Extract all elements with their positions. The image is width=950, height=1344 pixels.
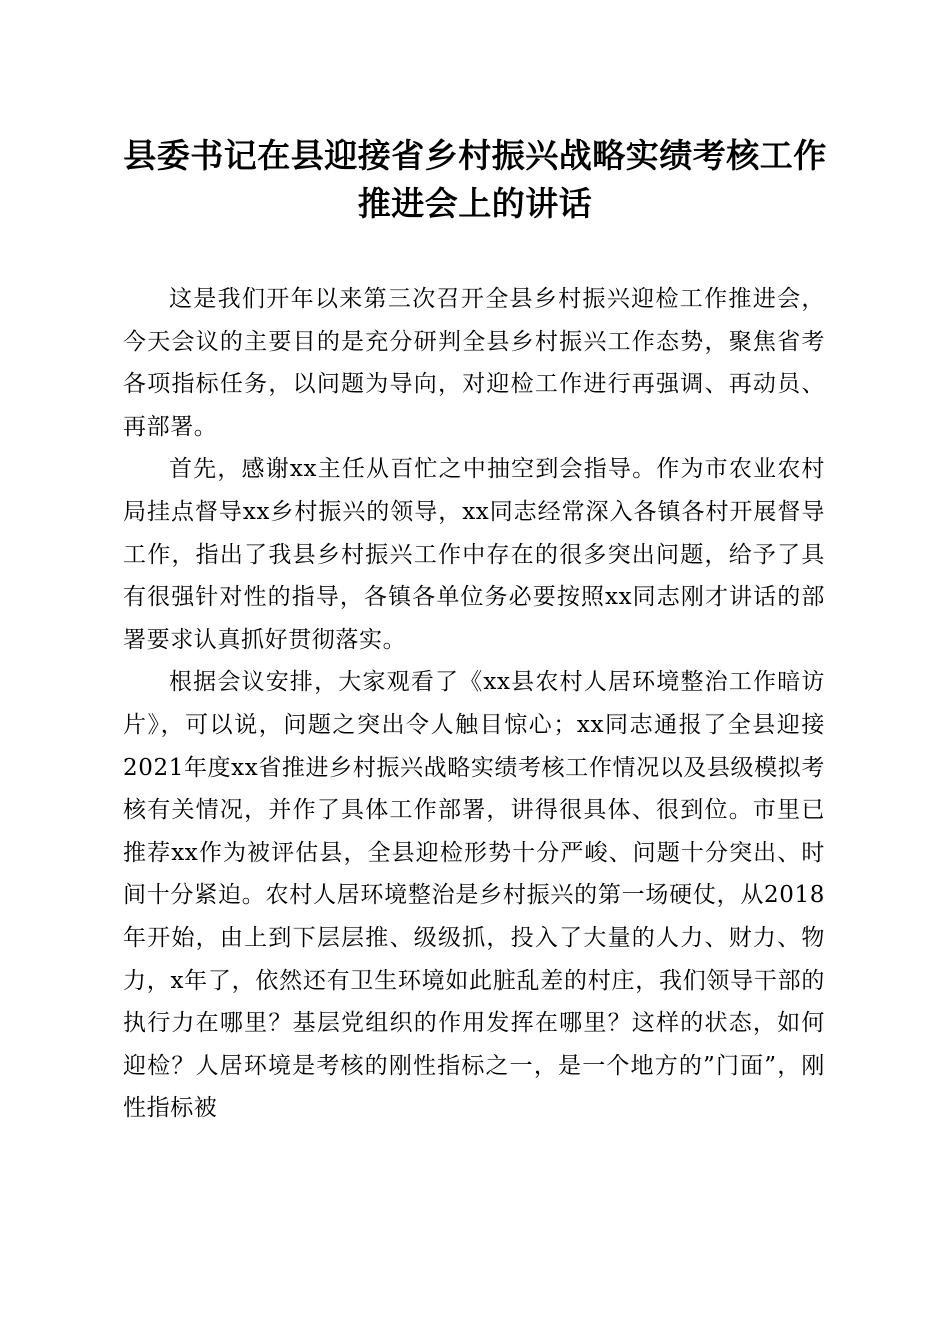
paragraph-3: 根据会议安排，大家观看了《xx县农村人居环境整治工作暗访片》，可以说，问题之突出令人触目惊心；xx同志通报了全县迎接2021年度xx省推进乡村振兴战略实绩考核工作情况以及县级模拟考核有关情况，并作了具体工作部署，讲得很具体、很到位。市里已推荐xx作为被评估县，全县迎检形势十分严峻、问题十分突出、时间十分紧迫。农村人居环境整治是乡村振兴的第一场硬仗，从2018年开始，由上到下层层推、级级抓，投入了大量的人力、财力、物力，x年了，依然还有卫生环境如此脏乱差的村庄，我们领导干部的执行力在哪里？基层党组织的作用发挥在哪里？这样的状态，如何迎检？人居环境是考核的刚性指标之一，是一个地方的”门面”，刚性指标被 (123, 669, 825, 1122)
paragraph-2: 首先，感谢xx主任从百忙之中抽空到会指导。作为市农业农村局挂点督导xx乡村振兴的领导，xx同志经常深入各镇各村开展督导工作，指出了我县乡村振兴工作中存在的很多突出问题，给予了具有很强针对性的指导，各镇各单位务必要按照xx同志刚才讲话的部署要求认真抓好贯彻落实。 (123, 456, 825, 653)
document-body (123, 278, 825, 1130)
paragraph-1: 这是我们开年以来第三次召开全县乡村振兴迎检工作推进会，今天会议的主要目的是充分研判全县乡村振兴工作态势，聚焦省考各项指标任务，以问题为导向，对迎检工作进行再强调、再动员、再部署。 (123, 286, 825, 440)
document-title: 县委书记在县迎接省乡村振兴战略实绩考核工作推进会上的讲话 (123, 136, 827, 223)
